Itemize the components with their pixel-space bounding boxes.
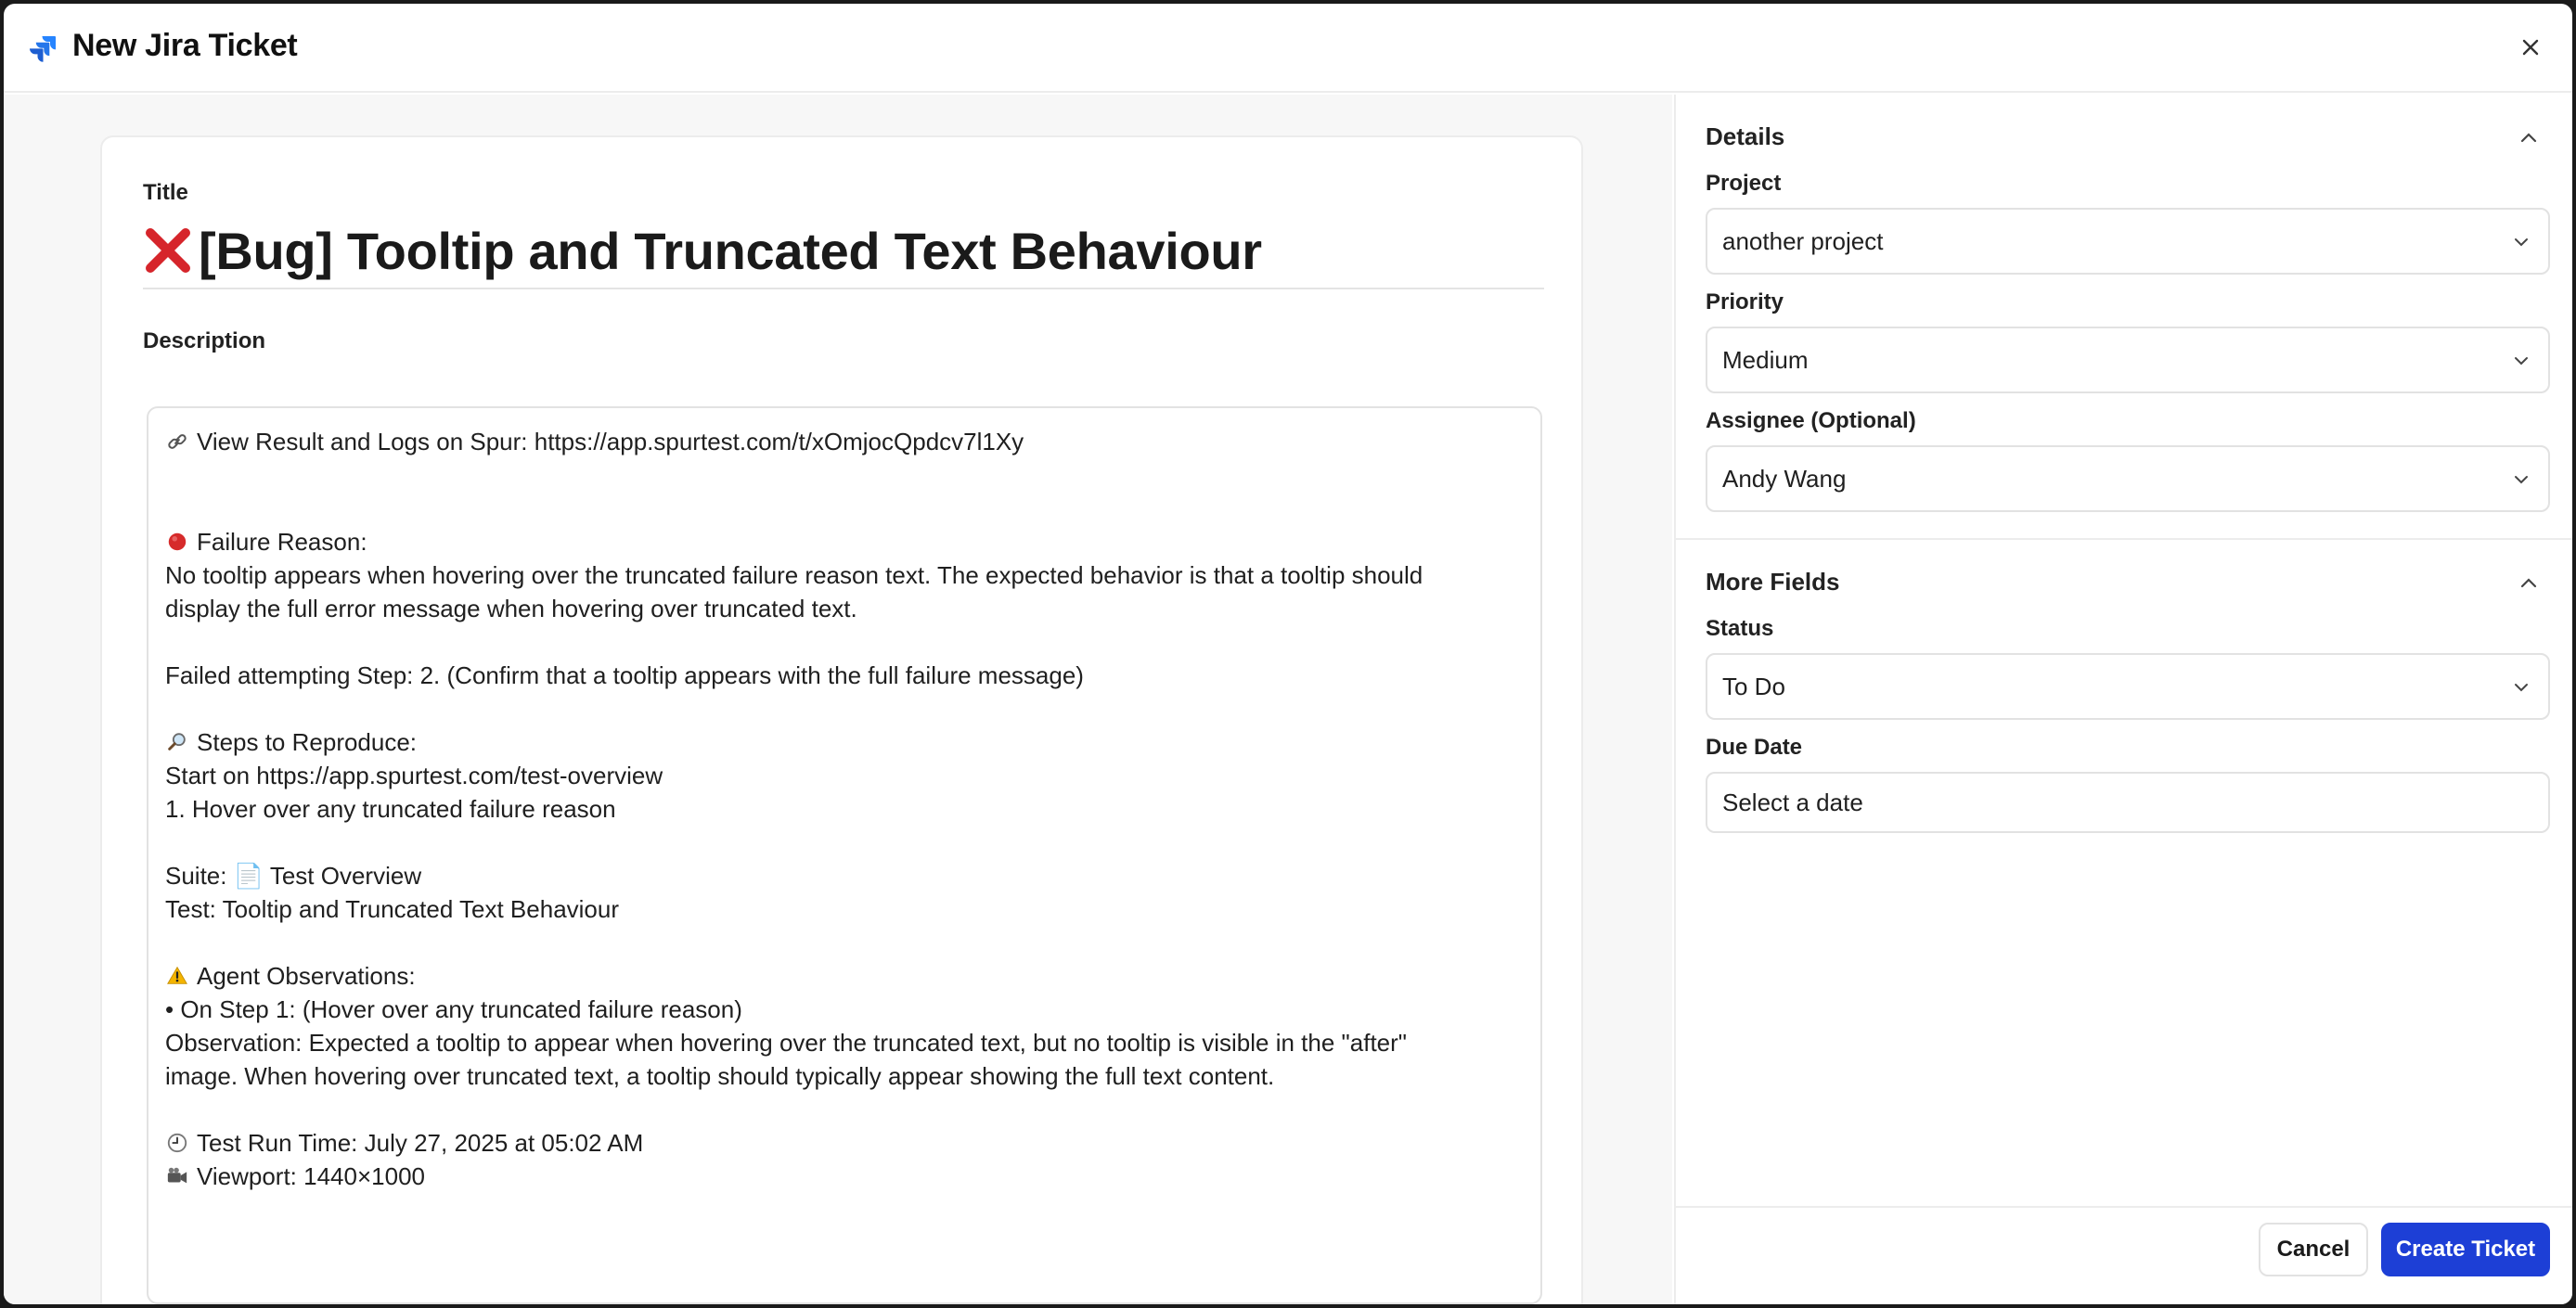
description-line xyxy=(165,1026,1524,1059)
modal-footer xyxy=(1676,1206,2572,1304)
description-line xyxy=(165,759,1524,792)
new-jira-ticket-modal xyxy=(4,4,2572,1304)
more-fields-section-title: More Fields xyxy=(1706,568,1840,596)
description-line xyxy=(165,1126,1524,1160)
chevron-down-icon xyxy=(2511,232,2531,252)
description-line-text: Steps to Reproduce: xyxy=(197,728,418,756)
chevron-down-icon xyxy=(2511,469,2531,490)
status-value: To Do xyxy=(1722,672,1785,700)
description-line-text: Failed attempting Step: 2. (Confirm that a tooltip appears with the full failure message) xyxy=(165,661,1084,689)
description-line-text: Test: Tooltip and Truncated Text Behaviour xyxy=(165,895,620,923)
assignee-value: Andy Wang xyxy=(1722,464,1847,493)
cross-mark-icon xyxy=(143,225,193,276)
description-line xyxy=(165,792,1524,826)
description-line xyxy=(165,959,1524,993)
section-divider xyxy=(1676,538,2572,540)
modal-title: New Jira Ticket xyxy=(72,28,298,63)
project-value: another project xyxy=(1722,226,1884,255)
assignee-select[interactable] xyxy=(1706,445,2550,512)
description-line-text: No tooltip appears when hovering over the truncated failure reason text. The expected behavior is that a tooltip should xyxy=(165,561,1423,589)
priority-select[interactable] xyxy=(1706,327,2550,393)
description-line xyxy=(165,492,1524,525)
chevron-up-icon[interactable] xyxy=(2518,128,2539,148)
description-line-text: View Result and Logs on Spur: https://app.spurtest.com/t/xOmjocQpdcv7l1Xy xyxy=(197,428,1024,455)
ticket-card xyxy=(100,135,1583,1304)
description-label: Description xyxy=(143,328,266,353)
camera-icon xyxy=(165,1164,189,1188)
title-text: [Bug] Tooltip and Truncated Text Behaviour xyxy=(199,221,1262,280)
description-line-text: Agent Observations: xyxy=(197,962,416,990)
priority-value: Medium xyxy=(1722,345,1809,374)
due-date-label: Due Date xyxy=(1706,735,1803,760)
description-line-text: • On Step 1: (Hover over any truncated failure reason) xyxy=(165,995,742,1023)
warning-icon xyxy=(165,964,189,988)
description-line xyxy=(165,659,1524,692)
description-line-text: Observation: Expected a tooltip to appear when hovering over the truncated text, but no tooltip is visible in the "after" xyxy=(165,1029,1408,1057)
red-circle-icon xyxy=(165,530,189,554)
jira-icon xyxy=(28,33,58,63)
description-line-text: Start on https://app.spurtest.com/test-overview xyxy=(165,762,663,789)
description-line xyxy=(165,993,1524,1026)
description-line xyxy=(165,892,1524,926)
description-line-text: Viewport: 1440×1000 xyxy=(197,1162,425,1190)
description-line xyxy=(165,826,1524,859)
chevron-up-icon[interactable] xyxy=(2518,573,2539,594)
description-line xyxy=(165,725,1524,759)
description-line-text: display the full error message when hovering over truncated text. xyxy=(165,595,857,622)
description-line xyxy=(165,458,1524,492)
chevron-down-icon xyxy=(2511,677,2531,698)
description-line xyxy=(165,1093,1524,1126)
create-ticket-button[interactable]: Create Ticket xyxy=(2381,1223,2550,1276)
project-select[interactable] xyxy=(1706,208,2550,275)
due-date-placeholder: Select a date xyxy=(1722,788,1863,816)
link-icon xyxy=(165,430,189,454)
status-select[interactable] xyxy=(1706,653,2550,720)
description-line-text: image. When hovering over truncated text, a tooltip should typically appear showing the full text content. xyxy=(165,1062,1275,1090)
details-section-title: Details xyxy=(1706,122,1785,150)
priority-label: Priority xyxy=(1706,289,1784,314)
description-line-text: Suite: 📄 Test Overview xyxy=(165,862,422,890)
description-line xyxy=(165,592,1524,625)
magnifier-icon xyxy=(165,730,189,754)
chevron-down-icon xyxy=(2511,351,2531,371)
description-line xyxy=(165,1160,1524,1193)
description-textarea[interactable] xyxy=(147,406,1542,1304)
description-line-text: Test Run Time: July 27, 2025 at 05:02 AM xyxy=(197,1129,644,1157)
description-line xyxy=(165,1059,1524,1093)
ticket-content-pane xyxy=(4,95,1672,1304)
description-line xyxy=(165,692,1524,725)
description-line xyxy=(165,625,1524,659)
description-line xyxy=(165,425,1524,458)
clock-icon xyxy=(165,1131,189,1155)
close-button[interactable] xyxy=(2513,30,2548,65)
close-icon xyxy=(2519,36,2542,58)
description-line-text: Failure Reason: xyxy=(197,528,367,556)
description-line-text: 1. Hover over any truncated failure reason xyxy=(165,795,616,823)
project-label: Project xyxy=(1706,171,1782,196)
modal-header xyxy=(4,4,2572,93)
title-label: Title xyxy=(143,180,188,205)
status-label: Status xyxy=(1706,616,1774,641)
description-line xyxy=(165,525,1524,558)
details-sidebar xyxy=(1674,95,2572,1304)
description-line xyxy=(165,926,1524,959)
description-line xyxy=(165,859,1524,892)
assignee-label: Assignee (Optional) xyxy=(1706,408,1916,433)
description-line xyxy=(165,558,1524,592)
title-input[interactable] xyxy=(143,213,1544,289)
due-date-input[interactable] xyxy=(1706,772,2550,833)
cancel-button[interactable]: Cancel xyxy=(2259,1223,2368,1276)
